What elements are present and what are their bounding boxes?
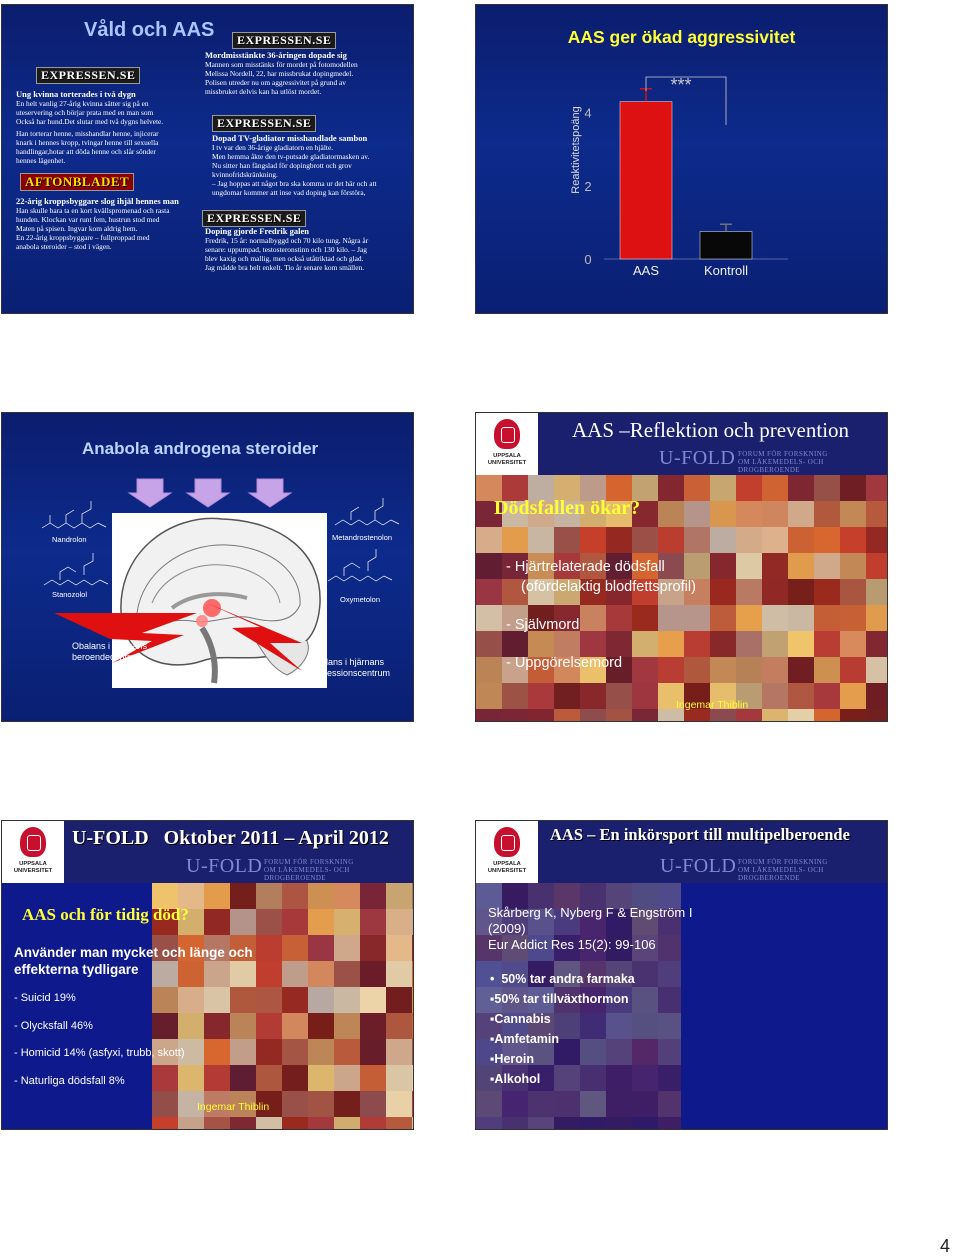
story-headline: Mordmisstänkte 36-åringen dopade sig bbox=[205, 50, 347, 60]
news-story-4 bbox=[212, 134, 377, 197]
story-line: senare: uppumpad, testosteronstinn och 130 kilo. – Jag bbox=[205, 245, 367, 254]
uppsala-seal-icon bbox=[20, 827, 46, 857]
slide-title: Anabola androgena steroider bbox=[82, 439, 319, 458]
story-line: hennes lägenhet. bbox=[16, 156, 66, 165]
expressen-logo: EXPRESSEN.SE bbox=[202, 210, 306, 227]
story-line: uteservering och börjar prata med en man som bbox=[16, 108, 154, 117]
story-line: Melissa Nordell, 22, har missbrukat dopingmedel. bbox=[205, 69, 354, 78]
uppsala-logo: UPPSALA UNIVERSITET bbox=[2, 821, 64, 883]
ufold-subtitle: FORUM FÖR FORSKNING OM LÄKEMEDELS- OCH DROGBEROENDE bbox=[264, 858, 354, 882]
story-headline: 22-årig kroppsbyggare slog ihjäl hennes man bbox=[16, 196, 179, 206]
story-line: Han skulle bara ta en kort kvällspromenad och rasta bbox=[16, 206, 170, 215]
list-item: ▪Cannabis bbox=[490, 1012, 551, 1026]
slide-header bbox=[476, 413, 887, 475]
story-line: knark i hennes kropp, tvingar henne till sexuella bbox=[16, 138, 159, 147]
list-item: ▪Heroin bbox=[490, 1052, 535, 1066]
uppsala-logo: UPPSALA UNIVERSITET bbox=[476, 821, 538, 883]
slide-subtitle: AAS och för tidig död? bbox=[22, 905, 189, 924]
story-line: Nu sitter han fängslad för dopingbrott och grov bbox=[212, 161, 352, 170]
bar-chart bbox=[476, 5, 887, 313]
molecule-label: Stanozolol bbox=[52, 590, 88, 599]
slide-subtitle: Dödsfallen ökar? bbox=[494, 497, 641, 519]
story-line: Polisen utreder nu om aggressivitet på grund av bbox=[205, 78, 347, 87]
bullet-item: - Uppgörelsemord bbox=[506, 655, 623, 671]
bar-kontroll bbox=[700, 232, 752, 259]
x-tick-label: Kontroll bbox=[703, 263, 749, 278]
story-line: handlingar,hotar att döda henne och slår sönder bbox=[16, 147, 156, 156]
story-headline: Ung kvinna torterades i två dygn bbox=[16, 89, 136, 99]
reference-line: Skårberg K, Nyberg F & Engström I bbox=[488, 905, 693, 920]
uppsala-seal-icon bbox=[494, 419, 520, 449]
y-tick-label: 0 bbox=[584, 252, 592, 267]
face-artwork bbox=[152, 883, 413, 1129]
molecule-label: Nandrolon bbox=[52, 535, 87, 544]
slide-reflektion-prevention bbox=[475, 412, 888, 722]
label-aggression-center: Obalans i hjärnans aggressionscentrum bbox=[309, 657, 391, 678]
bullet-item: - Hjärtrelaterade dödsfall bbox=[506, 559, 665, 575]
story-line: ungdomar kommer att inse vad doping kan förstöra, bbox=[212, 188, 366, 197]
list-item: ▪50% tar tillväxthormon bbox=[490, 992, 629, 1006]
down-arrows bbox=[129, 479, 291, 507]
author-credit: Ingemar Thiblin bbox=[197, 1101, 270, 1113]
aftonbladet-logo: AFTONBLADET bbox=[20, 173, 134, 191]
story-line: Men hemma åkte den tv-putsade gladiatormasken av. bbox=[212, 152, 370, 161]
story-line: En 22-årig kroppsbyggare – fullproppad med bbox=[16, 233, 150, 242]
story-line: Fredrik, 15 år: normalbyggd och 70 kilo tung. Några år bbox=[205, 236, 369, 245]
slide-title: U-FOLD Oktober 2011 – April 2012 bbox=[72, 827, 389, 849]
bullet-item: (ofördelaktig blodfettsprofil) bbox=[521, 579, 696, 595]
y-tick-label: 4 bbox=[584, 105, 592, 121]
label-reward-center: Obalans i hjärnans beroendecentrum bbox=[72, 641, 148, 662]
ufold-logo-text: U-FOLD bbox=[186, 855, 263, 877]
lead-text: effekterna tydligare bbox=[14, 962, 139, 977]
story-line: Maten på spisen. Ingvar kom aldrig hem. bbox=[16, 224, 138, 233]
slide-title: AAS –Reflektion och prevention bbox=[572, 418, 850, 442]
list-item: ▪Alkohol bbox=[490, 1072, 541, 1086]
slide-anabola-steroider bbox=[1, 412, 414, 722]
slide-title: AAS – En inkörsport till multipelberoende bbox=[550, 825, 850, 844]
story-line: anabola steroider – stod i vägen. bbox=[16, 242, 112, 251]
bullet-item: - Självmord bbox=[506, 617, 580, 633]
story-line: En helt vanlig 27-årig kvinna sätter sig på en bbox=[16, 99, 149, 108]
news-story-5 bbox=[205, 227, 368, 272]
list-item: • 50% tar andra farmaka bbox=[490, 972, 635, 986]
slide-vald-och-aas bbox=[1, 4, 414, 314]
story-line: hunden. Klockan var runt fem, hustrun stod med bbox=[16, 215, 160, 224]
slide-header bbox=[476, 821, 887, 883]
lead-text: Använder man mycket och länge och bbox=[14, 945, 253, 960]
page-number: 4 bbox=[940, 1236, 951, 1256]
story-line: – Jag hoppas att något bra ska komma ur det här och att bbox=[212, 179, 377, 188]
story-line: Mannen som misstänks för mordet på fotomodellen bbox=[205, 60, 358, 69]
story-line: kvinnofridskränkning. bbox=[212, 170, 278, 179]
chart-title: AAS ger ökad aggressivitet bbox=[567, 27, 796, 47]
reference-line: (2009) bbox=[488, 921, 526, 936]
slide-aggression-chart bbox=[475, 4, 888, 314]
expressen-logo: EXPRESSEN.SE bbox=[212, 115, 316, 132]
author-credit: Ingemar Thiblin bbox=[676, 699, 749, 711]
story-line: Han torterar henne, misshandlar henne, injicerar bbox=[16, 129, 159, 138]
y-tick-label: 2 bbox=[584, 178, 592, 194]
list-item: - Homicid 14% (asfyxi, trubb, skott) bbox=[14, 1047, 185, 1059]
molecule-label: Metandrostenolon bbox=[332, 533, 393, 542]
bar-aas bbox=[620, 102, 672, 259]
story-line: missbruket delvis kan ha utlöst mordet. bbox=[205, 87, 322, 96]
list-item: - Olycksfall 46% bbox=[14, 1020, 93, 1032]
news-story-2 bbox=[16, 197, 179, 251]
story-line: Jag mådde bra helt enkelt. Tio år senare kom smällen. bbox=[205, 263, 365, 272]
list-item: - Naturliga dödsfall 8% bbox=[14, 1075, 125, 1087]
x-tick-label: AAS bbox=[632, 263, 660, 278]
news-story-3 bbox=[205, 51, 358, 96]
story-line: blev kaxig och mallig, men också utåtriktad och glad. bbox=[205, 254, 364, 263]
ufold-logo-text: U-FOLD bbox=[660, 855, 737, 877]
y-axis-label: Reaktivitetspoäng bbox=[570, 106, 582, 194]
ufold-logo-text: U-FOLD bbox=[659, 447, 736, 469]
molecule-label: Oxymetolon bbox=[340, 595, 381, 604]
slide-title: Våld och AAS bbox=[84, 19, 215, 41]
ufold-subtitle: FORUM FÖR FORSKNING OM LÄKEMEDELS- OCH DROGBEROENDE bbox=[738, 858, 828, 882]
list-item: - Suicid 19% bbox=[14, 992, 76, 1004]
news-story-1 bbox=[16, 90, 163, 165]
uppsala-logo: UPPSALA UNIVERSITET bbox=[476, 413, 538, 475]
expressen-logo: EXPRESSEN.SE bbox=[36, 67, 140, 84]
slide-multipelberoende bbox=[475, 820, 888, 1130]
slide-ufold-okt-apr bbox=[1, 820, 414, 1130]
slide-header bbox=[2, 821, 413, 883]
story-headline: Doping gjorde Fredrik galen bbox=[205, 226, 309, 236]
significance-marker: *** bbox=[670, 75, 692, 95]
story-line: I tv var den 36-årige gladiatorn en hjälte. bbox=[212, 143, 334, 152]
uppsala-seal-icon bbox=[494, 827, 520, 857]
list-item: ▪Amfetamin bbox=[490, 1032, 560, 1046]
ufold-subtitle: FORUM FÖR FORSKNING OM LÄKEMEDELS- OCH DROGBEROENDE bbox=[738, 450, 828, 474]
reference-line: Eur Addict Res 15(2): 99-106 bbox=[488, 937, 656, 952]
story-line: Också har hund.Det slutar med två dygns helvete. bbox=[16, 117, 164, 126]
story-headline: Dopad TV-gladiator misshandlade sambon bbox=[212, 133, 368, 143]
expressen-logo: EXPRESSEN.SE bbox=[232, 32, 336, 49]
